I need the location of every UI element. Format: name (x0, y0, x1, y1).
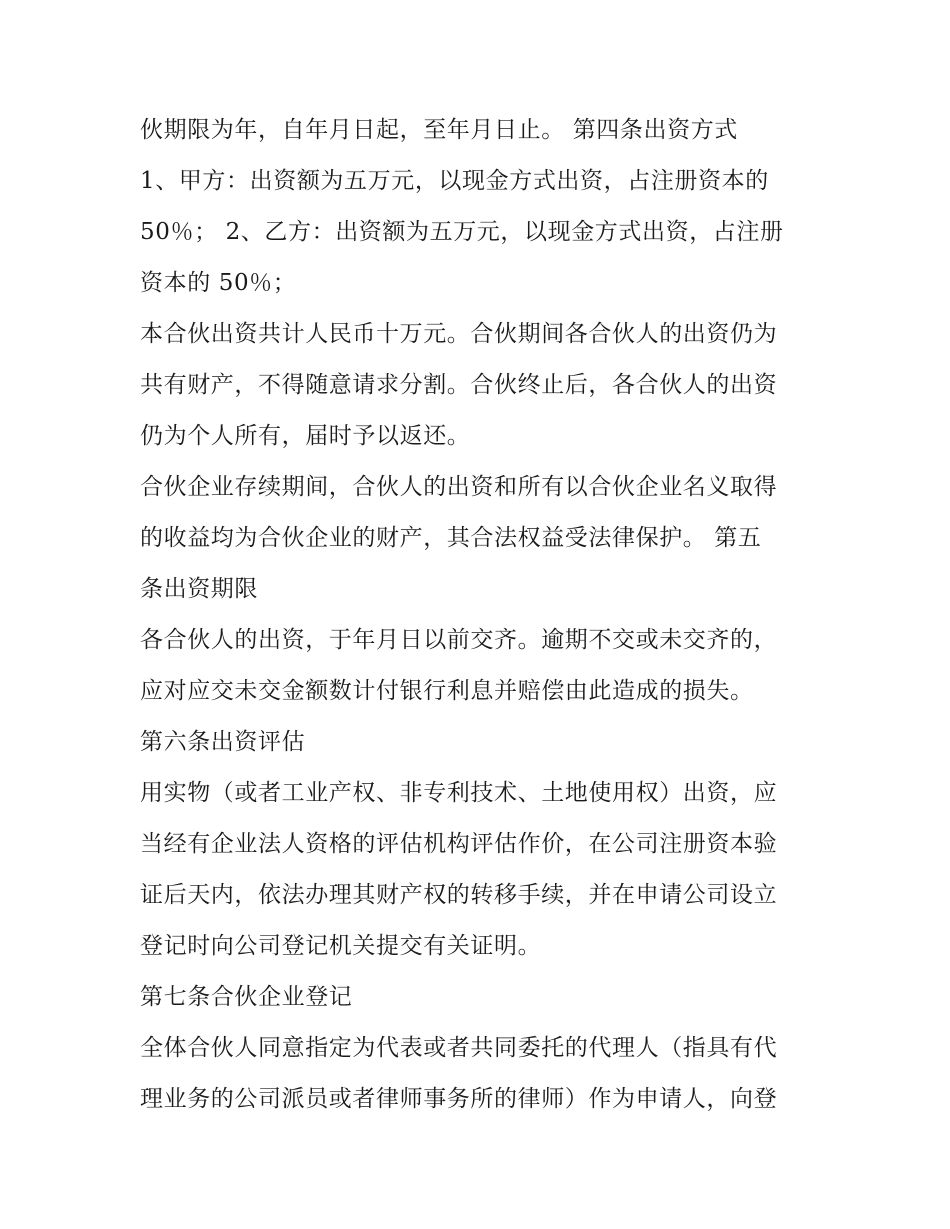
text-line: 资本的 50％； (140, 270, 297, 296)
text-line: 的收益均为合伙企业的财产，其合法权益受法律保护。 第五 (140, 525, 762, 551)
text-line: 证后天内，依法办理其财产权的转移手续，并在申请公司设立 (140, 882, 778, 908)
section-heading: 条出资期限 (140, 576, 258, 602)
document-body (140, 105, 820, 1125)
text-line: 理业务的公司派员或者律师事务所的律师）作为申请人，向登 (140, 1086, 778, 1112)
text-line: 登记时向公司登记机关提交有关证明。 (140, 933, 542, 959)
text-line: 仍为个人所有，届时予以返还。 (140, 423, 471, 449)
text-line: 本合伙出资共计人民币十万元。合伙期间各合伙人的出资仍为 (140, 321, 778, 347)
section-heading: 第七条合伙企业登记 (140, 984, 353, 1010)
text-line: 伙期限为年，自年月日起，至年月日止。 第四条出资方式 (140, 117, 738, 143)
text-line: 合伙企业存续期间，合伙人的出资和所有以合伙企业名义取得 (140, 474, 778, 500)
text-line: 共有财产，不得随意请求分割。合伙终止后，各合伙人的出资 (140, 372, 778, 398)
text-line: 应对应交未交金额数计付银行利息并赔偿由此造成的损失。 (140, 678, 754, 704)
text-line: 全体合伙人同意指定为代表或者共同委托的代理人（指具有代 (140, 1035, 778, 1061)
text-line: 50％； 2、乙方：出资额为五万元，以现金方式出资，占注册 (140, 219, 784, 245)
section-heading: 第六条出资评估 (140, 729, 306, 755)
text-line: 用实物（或者工业产权、非专利技术、土地使用权）出资，应 (140, 780, 778, 806)
text-line: 1、甲方：出资额为五万元，以现金方式出资，占注册资本的 (140, 168, 769, 194)
text-line: 各合伙人的出资，于年月日以前交齐。逾期不交或未交齐的， (140, 627, 778, 653)
text-line: 当经有企业法人资格的评估机构评估作价，在公司注册资本验 (140, 831, 778, 857)
